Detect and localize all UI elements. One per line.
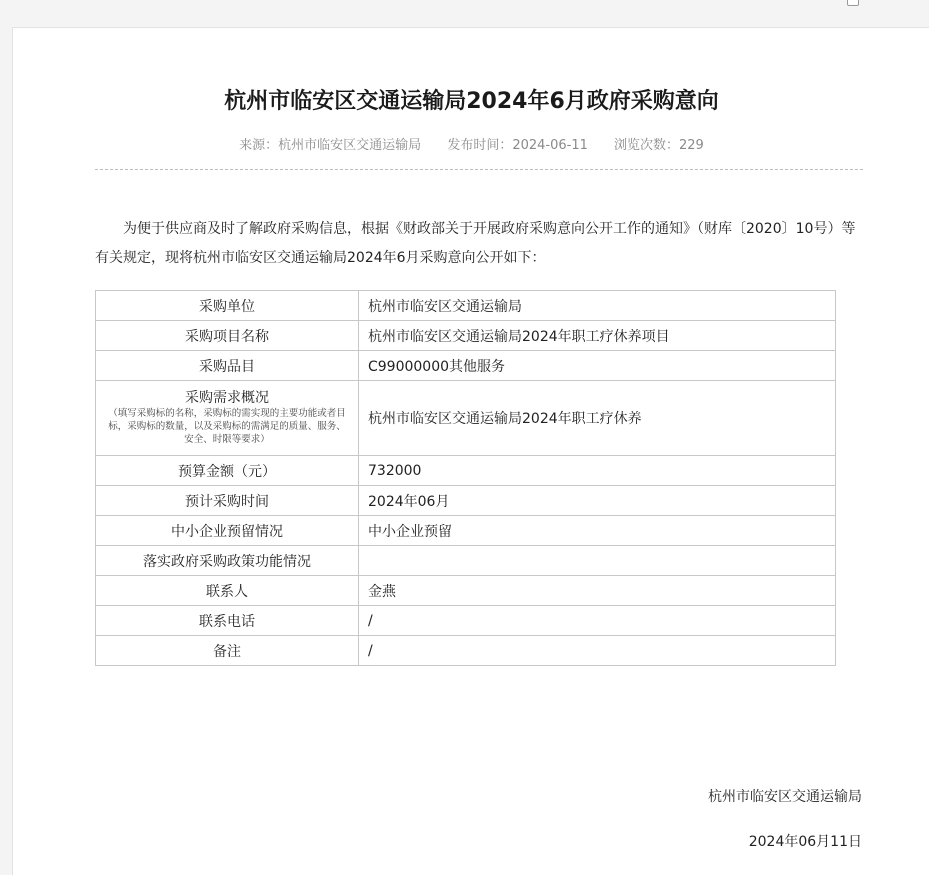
row-key: 联系电话 [96,606,359,636]
row-value: 中小企业预留 [359,516,836,546]
signed-date: 2024年06月11日 [748,834,862,850]
row-key: 联系人 [96,576,359,606]
row-key-note: （填写采购标的名称，采购标的需实现的主要功能或者目标，采购标的数量，以及采购标的需满足的质量、服务、安全、时限等要求） [108,408,346,445]
table-row [96,321,836,351]
row-key: 采购项目名称 [96,321,359,351]
row-key-with-note [96,381,359,456]
meta-views: 浏览次数：229 [614,138,704,153]
table-row [96,636,836,666]
row-value: 杭州市临安区交通运输局2024年职工疗休养 [359,381,836,456]
row-value: 杭州市临安区交通运输局2024年职工疗休养项目 [359,321,836,351]
row-key: 备注 [96,636,359,666]
article-page [12,27,929,875]
article-meta [13,134,929,153]
row-key: 落实政府采购政策功能情况 [96,546,359,576]
signer: 杭州市临安区交通运输局 [708,789,862,805]
table-row [96,291,836,321]
row-key: 预算金额（元） [96,456,359,486]
table-row [96,456,836,486]
row-key: 采购品目 [96,351,359,381]
table-row [96,576,836,606]
row-value: / [359,636,836,666]
page-title: 杭州市临安区交通运输局2024年6月政府采购意向 [224,89,719,114]
row-key: 采购单位 [96,291,359,321]
row-key: 中小企业预留情况 [96,516,359,546]
meta-source: 来源：杭州市临安区交通运输局 [239,138,422,153]
table-row [96,516,836,546]
table-row [96,546,836,576]
row-value: 金燕 [359,576,836,606]
intro-paragraph: 为便于供应商及时了解政府采购信息，根据《财政部关于开展政府采购意向公开工作的通知》（财库〔2020〕10号）等有关规定，现将杭州市临安区交通运输局2024年6月采购意向公开如下： [95,221,856,266]
row-key: 预计采购时间 [96,486,359,516]
meta-published: 发布时间：2024-06-11 [447,138,588,153]
print-icon[interactable] [847,0,859,6]
row-value: 杭州市临安区交通运输局 [359,291,836,321]
row-value: 732000 [359,456,836,486]
row-value: 2024年06月 [359,486,836,516]
row-value [359,546,836,576]
top-bar [0,0,929,17]
table-row [96,486,836,516]
row-key: 采购需求概况 [185,390,269,406]
table-row [96,606,836,636]
divider [95,169,863,170]
table-row [96,381,836,456]
row-value: / [359,606,836,636]
table-row [96,351,836,381]
row-value: C99000000其他服务 [359,351,836,381]
procurement-table [95,290,836,666]
